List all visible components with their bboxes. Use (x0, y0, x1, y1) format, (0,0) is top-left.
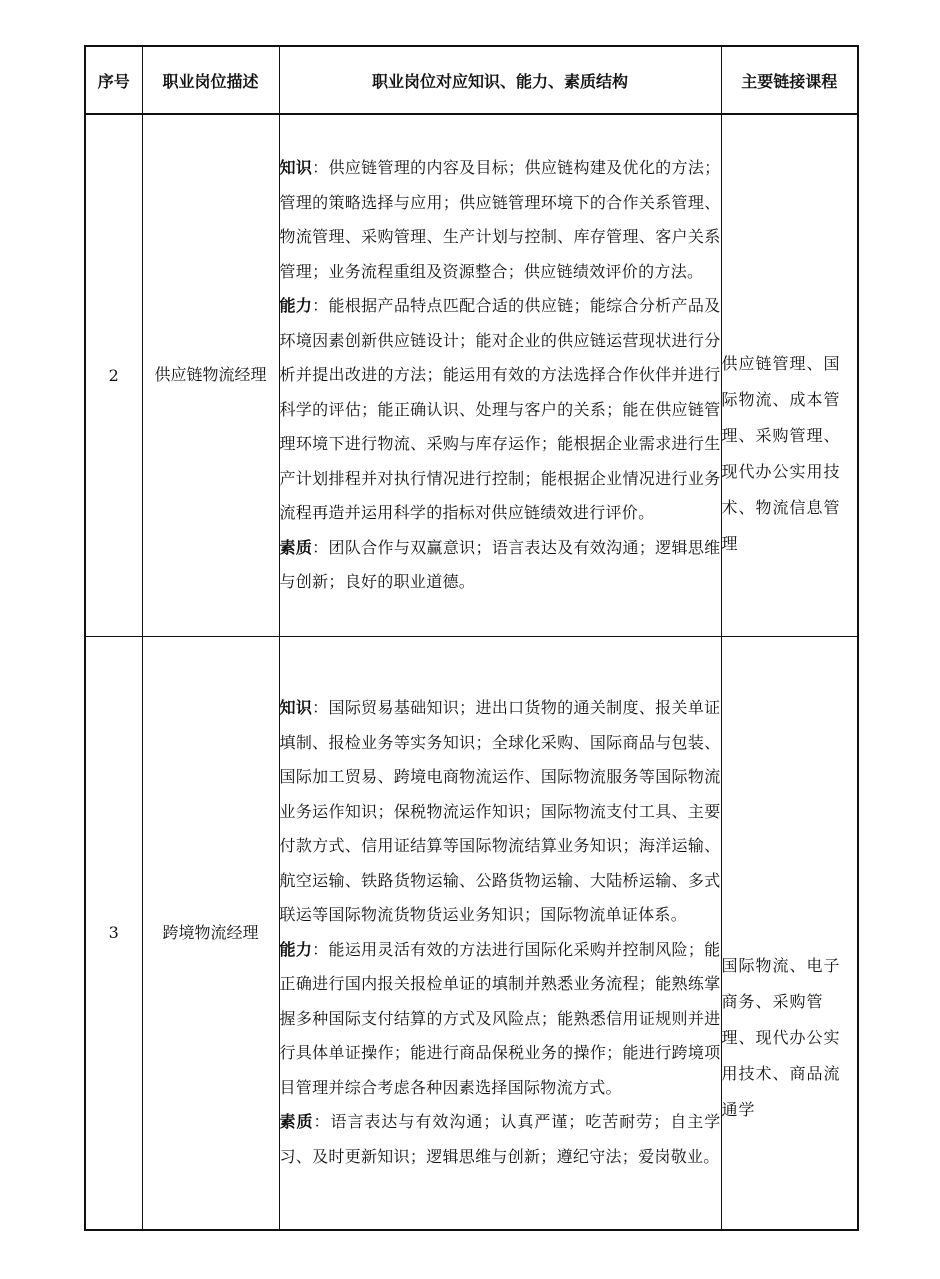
ability-text: ：能根据产品特点匹配合适的供应链；能综合分析产品及环境因素创新供应链设计；能对企业的供应链运营现状进行分析并提出改进的方法；能运用有效的方法选择合作伙伴并进行科学的评估；能正确认识、处理与客户的关系；能在供应链管理环境下进行物流、采购与库存运作；能根据企业需求进行生产计划排程并对执行情况进行控制；能根据企业情况进行业务流程再造并运用科学的指标对供应链绩效进行评价。 (279, 296, 721, 522)
ability-paragraph (280, 933, 721, 1106)
job-competency-table (84, 45, 859, 1231)
header-job: 职业岗位描述 (142, 46, 279, 114)
table-row (85, 636, 858, 1230)
competency-cell (279, 114, 721, 636)
knowledge-label: 知识 (279, 158, 313, 177)
ability-label: 能力 (279, 296, 313, 315)
job-title: 跨境物流经理 (142, 636, 279, 1230)
courses-cell (721, 114, 858, 636)
quality-paragraph (280, 531, 721, 600)
row-number: 3 (85, 636, 142, 1230)
knowledge-text: ：供应链管理的内容及目标；供应链构建及优化的方法；管理的策略选择与应用；供应链管理环境下的合作关系管理、物流管理、采购管理、生产计划与控制、库存管理、客户关系管理；业务流程重组及资源整合；供应链绩效评价的方法。 (279, 158, 721, 281)
row-number: 2 (85, 114, 142, 636)
ability-paragraph (280, 289, 721, 531)
quality-label: 素质 (279, 537, 313, 557)
job-title: 供应链物流经理 (142, 114, 279, 636)
courses-text: 供应链管理、国际物流、成本管理、采购管理、现代办公实用技术、物流信息管理 (721, 354, 841, 554)
knowledge-paragraph (280, 691, 721, 933)
table-header-row (85, 46, 858, 114)
quality-text: ：团队合作与双赢意识；语言表达及有效沟通；逻辑思维与创新；良好的职业道德。 (279, 537, 721, 591)
quality-label: 素质 (279, 1112, 314, 1132)
quality-paragraph (280, 1105, 721, 1174)
knowledge-text: ：国际贸易基础知识；进出口货物的通关制度、报关单证填制、报检业务等实务知识；全球化采购、国际商品与包装、国际加工贸易、跨境电商物流运作、国际物流服务等国际物流业务运作知识；保税物流运作知识；国际物流支付工具、主要付款方式、信用证结算等国际物流结算业务知识；海洋运输、航空运输、铁路货物运输、公路货物运输、大陆桥运输、多式联运等国际物流货物货运业务知识；国际物流单证体系。 (279, 698, 721, 925)
ability-label: 能力 (279, 939, 313, 959)
header-structure: 职业岗位对应知识、能力、素质结构 (279, 46, 721, 114)
header-no: 序号 (85, 46, 142, 114)
table-row (85, 114, 858, 636)
quality-text: ：语言表达与有效沟通；认真严谨；吃苦耐劳；自主学习、及时更新知识；逻辑思维与创新；遵纪守法；爱岗敬业。 (279, 1112, 721, 1166)
knowledge-label: 知识 (279, 698, 313, 718)
courses-cell (721, 636, 858, 1230)
courses-text: 国际物流、电子商务、采购管理、现代办公实用技术、商品流通学 (721, 955, 841, 1119)
knowledge-paragraph (280, 151, 721, 289)
competency-cell (279, 636, 721, 1230)
ability-text: ：能运用灵活有效的方法进行国际化采购并控制风险；能正确进行国内报关报检单证的填制并熟悉业务流程；能熟练掌握多种国际支付结算的方式及风险点；能熟悉信用证规则并进行具体单证操作；能进行商品保税业务的操作；能进行跨境项目管理并综合考虑各种因素选择国际物流方式。 (279, 939, 721, 1097)
header-courses: 主要链接课程 (721, 46, 858, 114)
